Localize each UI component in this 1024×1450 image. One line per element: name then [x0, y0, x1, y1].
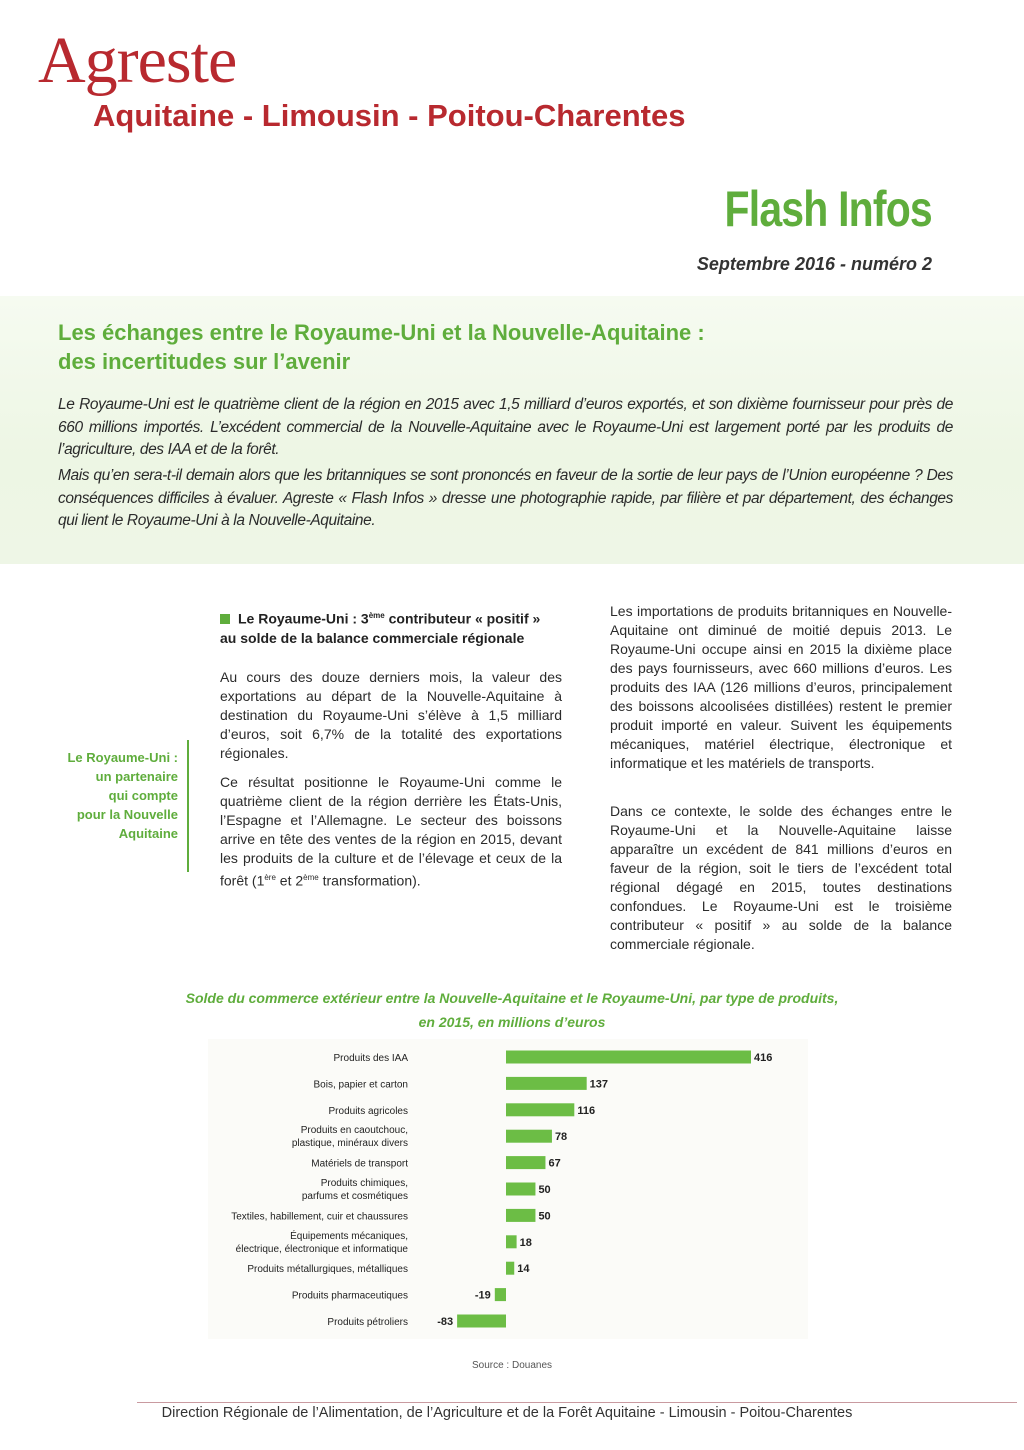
- chart-bar: [457, 1315, 506, 1328]
- section-heading-part: contributeur « positif »: [384, 610, 541, 627]
- text-sup: ère: [264, 873, 276, 882]
- chart-bar: [506, 1077, 587, 1090]
- chart-data-label: 116: [577, 1104, 596, 1117]
- region-title: Aquitaine - Limousin - Poitou-Charentes: [93, 98, 686, 133]
- chart-bar: [495, 1288, 506, 1301]
- sidebar-note: [58, 748, 178, 843]
- chart-data-label: 67: [548, 1157, 561, 1170]
- text-run: Ce résultat positionne le Royaume-Uni comme le quatrième client de la région derrière les États-Unis, l’Espagne et l’Allemagne. Le secteur des boissons arrive en tête des ventes de la région en 2015, devant les produits de la culture et de l’élevage et ceux de la forêt (1: [220, 774, 562, 889]
- chart-data-label: 50: [538, 1210, 551, 1223]
- section-heading-subline: au solde de la balance commerciale régionale: [220, 629, 525, 646]
- chart-bar: [506, 1156, 545, 1169]
- bar-chart: [0, 1035, 1024, 1345]
- section-heading-sup: ème: [368, 611, 385, 620]
- chart-bar: [506, 1235, 517, 1248]
- section-heading: [220, 606, 565, 648]
- chart-category-label: Bois, papier et carton: [313, 1079, 408, 1091]
- text-sup: ème: [303, 873, 319, 882]
- article-title-line1: Les échanges entre le Royaume-Uni et la Nouvelle-Aquitaine :: [58, 320, 705, 345]
- article-title: [58, 318, 958, 376]
- chart-category-label: Produits pharmaceutiques: [291, 1290, 408, 1302]
- text-run: et 2: [275, 872, 304, 889]
- chart-title-line1: Solde du commerce extérieur entre la Nouvelle-Aquitaine et le Royaume-Uni, par type de produits,: [185, 990, 839, 1006]
- column1-paragraph-1: Au cours des douze derniers mois, la valeur des exportations au départ de la Nouvelle-Aquitaine à destination du Royaume-Uni s’élève à 1,5 milliard d’euros, soit 6,7% de la totalité des exportations régionales.: [220, 669, 562, 761]
- chart-data-label: 78: [554, 1131, 568, 1144]
- chart-data-label: 18: [519, 1236, 532, 1249]
- section-heading-part: Le Royaume-Uni : 3: [238, 610, 369, 627]
- chart-source: Source : Douanes: [471, 1360, 553, 1371]
- chart-data-label: 50: [538, 1184, 551, 1196]
- chart-bar: [506, 1130, 552, 1143]
- footer-rule: [137, 1402, 1017, 1403]
- chart-data-label: 137: [589, 1078, 609, 1091]
- chart-title-line2: en 2015, en millions d’euros: [418, 1014, 606, 1030]
- chart-category-label: Matériels de transport: [311, 1158, 408, 1170]
- chart-title: [100, 986, 924, 1034]
- chart-category-label: Produits métallurgiques, métalliques: [247, 1264, 408, 1276]
- chart-data-label: -19: [474, 1289, 491, 1302]
- sidebar-note-line: qui compte: [108, 788, 178, 803]
- footer-text: Direction Régionale de l’Alimentation, de l’Agriculture et de la Forêt Aquitaine - Limousin - Poitou-Charentes: [161, 1405, 853, 1421]
- chart-category-label: Équipements mécaniques, électrique, électronique et informatique: [235, 1230, 408, 1255]
- sidebar-note-line: Le Royaume-Uni :: [67, 750, 178, 765]
- chart-category-label: Produits chimiques, parfums et cosmétiques: [301, 1178, 408, 1202]
- sidebar-divider: [187, 740, 189, 872]
- chart-data-label: -83: [437, 1316, 454, 1328]
- sidebar-note-line: Aquitaine: [118, 826, 178, 841]
- intro-paragraph-2: Mais qu’en sera-t-il demain alors que les britanniques se sont prononcés en faveur de la sortie de leur pays de l’Union européenne ? Des conséquences difficiles à évaluer. Agreste « Flash Infos » dresse une photographie rapide, par filière et par département, des échanges qui lient le Royaume-Uni à la Nouvelle-Aquitaine.: [58, 467, 953, 529]
- chart-bar: [506, 1051, 751, 1064]
- issue-date: Septembre 2016 - numéro 2: [696, 254, 932, 274]
- chart-category-label: Produits pétroliers: [327, 1317, 408, 1328]
- chart-category-label: Produits des IAA: [333, 1053, 408, 1064]
- section-bullet-icon: [220, 614, 230, 624]
- brand-logo: Agreste: [38, 24, 237, 97]
- text-run: transformation).: [318, 872, 421, 889]
- sidebar-note-line: un partenaire: [95, 769, 178, 784]
- chart-bar: [506, 1262, 514, 1275]
- chart-bar: [506, 1183, 535, 1196]
- column1-paragraph-2: [220, 773, 562, 891]
- article-title-line2: des incertitudes sur l’avenir: [58, 349, 351, 374]
- publication-title: Flash Infos: [724, 181, 932, 237]
- chart-data-label: 14: [517, 1263, 530, 1276]
- chart-category-label: Produits en caoutchouc, plastique, minéraux divers: [291, 1125, 408, 1150]
- intro-paragraph-1: Le Royaume-Uni est le quatrième client de la région en 2015 avec 1,5 milliard d’euros exportés, et son dixième fournisseur pour près de 660 millions importés. L’excédent commercial de la Nouvelle-Aquitaine avec le Royaume-Uni est largement porté par les produits de l’agriculture, des IAA et de la forêt.: [58, 396, 953, 458]
- chart-bar: [506, 1103, 574, 1116]
- chart-bar: [506, 1209, 535, 1222]
- chart-data-label: 416: [754, 1052, 773, 1064]
- column2-paragraph-1: Les importations de produits britanniques en Nouvelle-Aquitaine ont diminué de moitié depuis 2013. Le Royaume-Uni occupe ainsi en 2015 la dixième place des pays fournisseurs, avec 660 millions d’euros. Les produits des IAA (126 millions d’euros, principalement des boissons alcoolisées distillées) restent le premier produit importé en valeur. Suivent les équipements mécaniques, matériel électrique, électronique et informatique et les matériels de transports.: [610, 603, 952, 771]
- chart-category-label: Produits agricoles: [328, 1105, 408, 1117]
- chart-category-label: Textiles, habillement, cuir et chaussures: [231, 1211, 408, 1223]
- sidebar-note-line: pour la Nouvelle: [76, 807, 178, 822]
- column2-paragraph-2: Dans ce contexte, le solde des échanges entre le Royaume-Uni et la Nouvelle-Aquitaine laisse apparaître un excédent de 841 millions d’euros en faveur de la région, soit le tiers de l’excédent total régional dégagé en 2015, toutes destinations confondues. Le Royaume-Uni est le troisième contributeur « positif » au solde de la balance commerciale régionale.: [610, 803, 952, 952]
